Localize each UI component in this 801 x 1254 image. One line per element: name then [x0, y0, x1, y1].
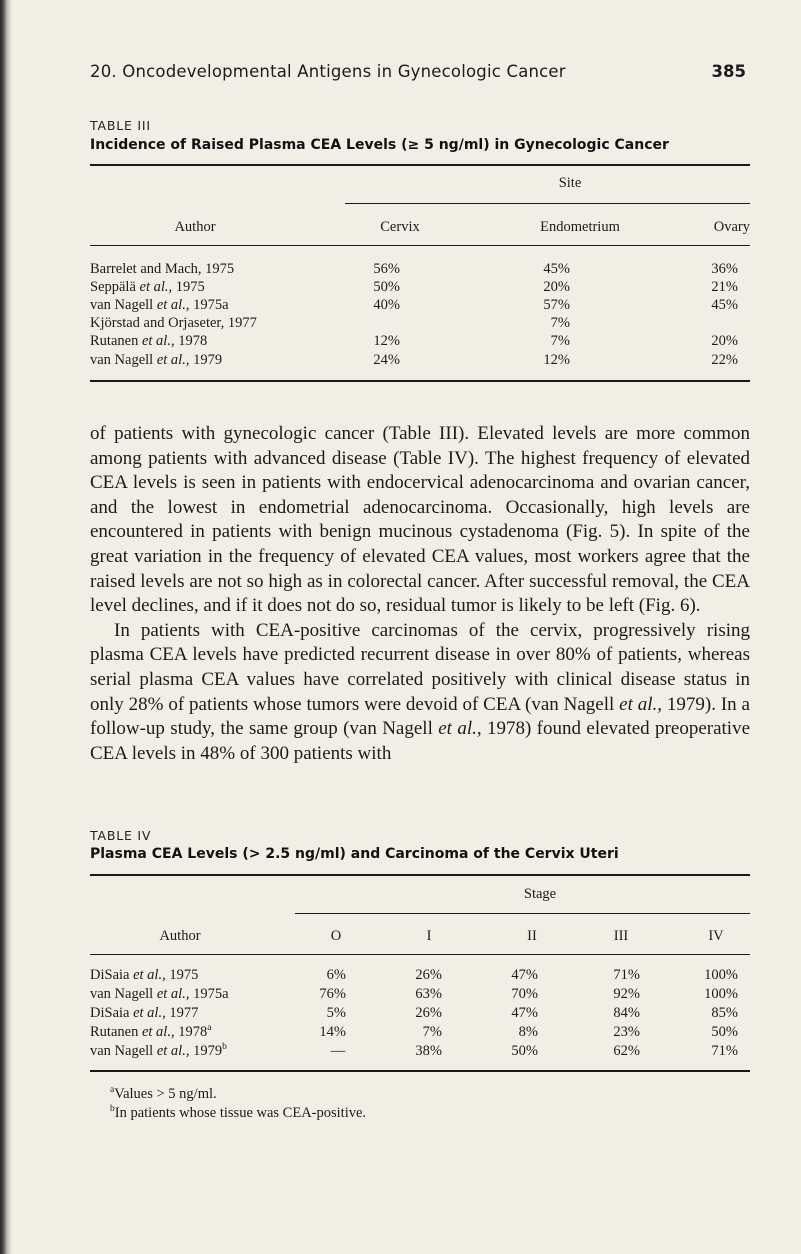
stage-ii-cell: 70%: [511, 986, 538, 1002]
author-cell: van Nagell et al., 1975a: [90, 297, 229, 313]
stage-i-cell: 63%: [415, 986, 442, 1002]
table-4-col-ii: II: [527, 928, 537, 944]
ovary-cell: 45%: [711, 297, 738, 313]
table-4-footnote-a: $^a$Values > 5 ng/ml.: [110, 1085, 217, 1102]
author-cell: DiSaia et al., 1975: [90, 967, 199, 983]
stage-o-cell: 76%: [319, 986, 346, 1002]
table-4-col-iii: III: [613, 928, 629, 944]
stage-iii-cell: 62%: [613, 1043, 640, 1059]
table-4-header-rule: [90, 954, 750, 955]
stage-iv-cell: 50%: [711, 1024, 738, 1040]
table-3-col-cervix: Cervix: [380, 219, 420, 235]
body-paragraph-2: In patients with CEA-positive carcinomas of the cervix, progressively rising plasma CEA levels have predicted recurrent disease in over 80% of patients, whereas serial plasma CEA values have correlated positively with clinical disease status in only 28% of patients whose tumors were devoid of CEA (van Nagell et al., 1979). In a follow-up study, the same group (van Nagell et al., 1978) found elevated preoperative CEA levels in 48% of 300 patients with: [90, 619, 750, 764]
author-cell: van Nagell et al., 1975a: [90, 986, 229, 1002]
table-4-col-i: I: [426, 928, 432, 944]
body-text: [90, 422, 750, 766]
cervix-cell: 56%: [373, 261, 400, 277]
stage-ii-cell: 47%: [511, 1005, 538, 1021]
page-header: [90, 62, 750, 88]
table-4-stage-rule: [295, 913, 750, 914]
endometrium-cell: 57%: [543, 297, 570, 313]
stage-o-cell: —: [330, 1043, 346, 1059]
table-4-col-o: O: [330, 928, 342, 944]
stage-iii-cell: 23%: [613, 1024, 640, 1040]
table-4-col-iv: IV: [708, 928, 724, 944]
ovary-cell: 36%: [711, 261, 738, 277]
table-3-top-rule: [90, 164, 750, 166]
table-4-bottom-rule: [90, 1070, 750, 1072]
body-paragraph-1: of patients with gynecologic cancer (Table III). Elevated levels are more common among patients with advanced disease (Table IV). The highest frequency of elevated CEA levels is seen in patients with endocervical adenocarcinoma and ovarian cancer, and the lowest in endometrial adenocarcinoma. Occasionally, high levels are encountered in patients with benign mucinous cystadenoma (Fig. 5). In spite of the great variation in the frequency of elevated CEA values, most workers agree that the raised levels are not so high as in colorectal cancer. After successful removal, the CEA level declines, and if it does not do so, residual tumor is likely to be left (Fig. 6).: [90, 423, 750, 617]
endometrium-cell: 20%: [543, 279, 570, 295]
table-3-site-rule: [345, 203, 750, 204]
stage-iii-cell: 84%: [613, 1005, 640, 1021]
cervix-cell: 24%: [373, 352, 400, 368]
table-3-col-author: Author: [174, 219, 216, 235]
author-cell: Kjörstad and Orjaseter, 1977: [90, 315, 257, 331]
page-number: 385: [711, 62, 746, 81]
author-cell: DiSaia et al., 1977: [90, 1005, 199, 1021]
endometrium-cell: 45%: [543, 261, 570, 277]
stage-o-cell: 6%: [326, 967, 346, 983]
author-cell: van Nagell et al., 1979: [90, 352, 223, 368]
endometrium-cell: 12%: [543, 352, 570, 368]
author-cell: Seppälä et al., 1975: [90, 279, 205, 295]
table-4-top-rule: [90, 874, 750, 876]
stage-i-cell: 7%: [422, 1024, 442, 1040]
stage-ii-cell: 50%: [511, 1043, 538, 1059]
cervix-cell: 50%: [373, 279, 400, 295]
table-3-col-ovary: Ovary: [713, 219, 750, 235]
ovary-cell: 22%: [711, 352, 738, 368]
table-3-col-endometrium: Endometrium: [540, 219, 620, 235]
table-4-col-author: Author: [159, 928, 201, 944]
ovary-cell: 20%: [711, 333, 738, 349]
stage-iv-cell: 100%: [704, 967, 738, 983]
endometrium-cell: 7%: [550, 333, 570, 349]
table-3-site-header: Site: [558, 175, 582, 191]
table-4-footnote-b: $^b$In patients whose tissue was CEA-positive.: [110, 1104, 367, 1121]
stage-i-cell: 26%: [415, 967, 442, 983]
stage-iii-cell: 71%: [613, 967, 640, 983]
stage-o-cell: 5%: [326, 1005, 346, 1021]
ovary-cell: 21%: [711, 279, 738, 295]
table-4-stage-header: Stage: [523, 886, 557, 902]
stage-iv-cell: 71%: [711, 1043, 738, 1059]
author-cell: van Nagell et al., 1979$^b$: [90, 1042, 227, 1059]
stage-o-cell: 14%: [319, 1024, 346, 1040]
running-title: 20. Oncodevelopmental Antigens in Gynecologic Cancer: [90, 62, 566, 81]
stage-ii-cell: 8%: [518, 1024, 538, 1040]
table-4-label: TABLE IV: [90, 828, 152, 843]
page-binding-edge: [0, 0, 12, 1254]
table-3-label: TABLE III: [90, 118, 151, 133]
stage-ii-cell: 47%: [511, 967, 538, 983]
cervix-cell: 12%: [373, 333, 400, 349]
author-cell: Rutanen et al., 1978: [90, 333, 208, 349]
table-4-title: Plasma CEA Levels (> 2.5 ng/ml) and Carcinoma of the Cervix Uteri: [90, 846, 619, 862]
table-3-title: Incidence of Raised Plasma CEA Levels (≥ 5 ng/ml) in Gynecologic Cancer: [90, 137, 669, 153]
endometrium-cell: 7%: [550, 315, 570, 331]
author-cell: Rutanen et al., 1978$^a$: [90, 1023, 212, 1040]
author-cell: Barrelet and Mach, 1975: [90, 261, 235, 277]
stage-iv-cell: 100%: [704, 986, 738, 1002]
table-3-header-rule: [90, 245, 750, 246]
stage-i-cell: 26%: [415, 1005, 442, 1021]
stage-iii-cell: 92%: [613, 986, 640, 1002]
cervix-cell: 40%: [373, 297, 400, 313]
stage-iv-cell: 85%: [711, 1005, 738, 1021]
table-3-bottom-rule: [90, 380, 750, 382]
stage-i-cell: 38%: [415, 1043, 442, 1059]
